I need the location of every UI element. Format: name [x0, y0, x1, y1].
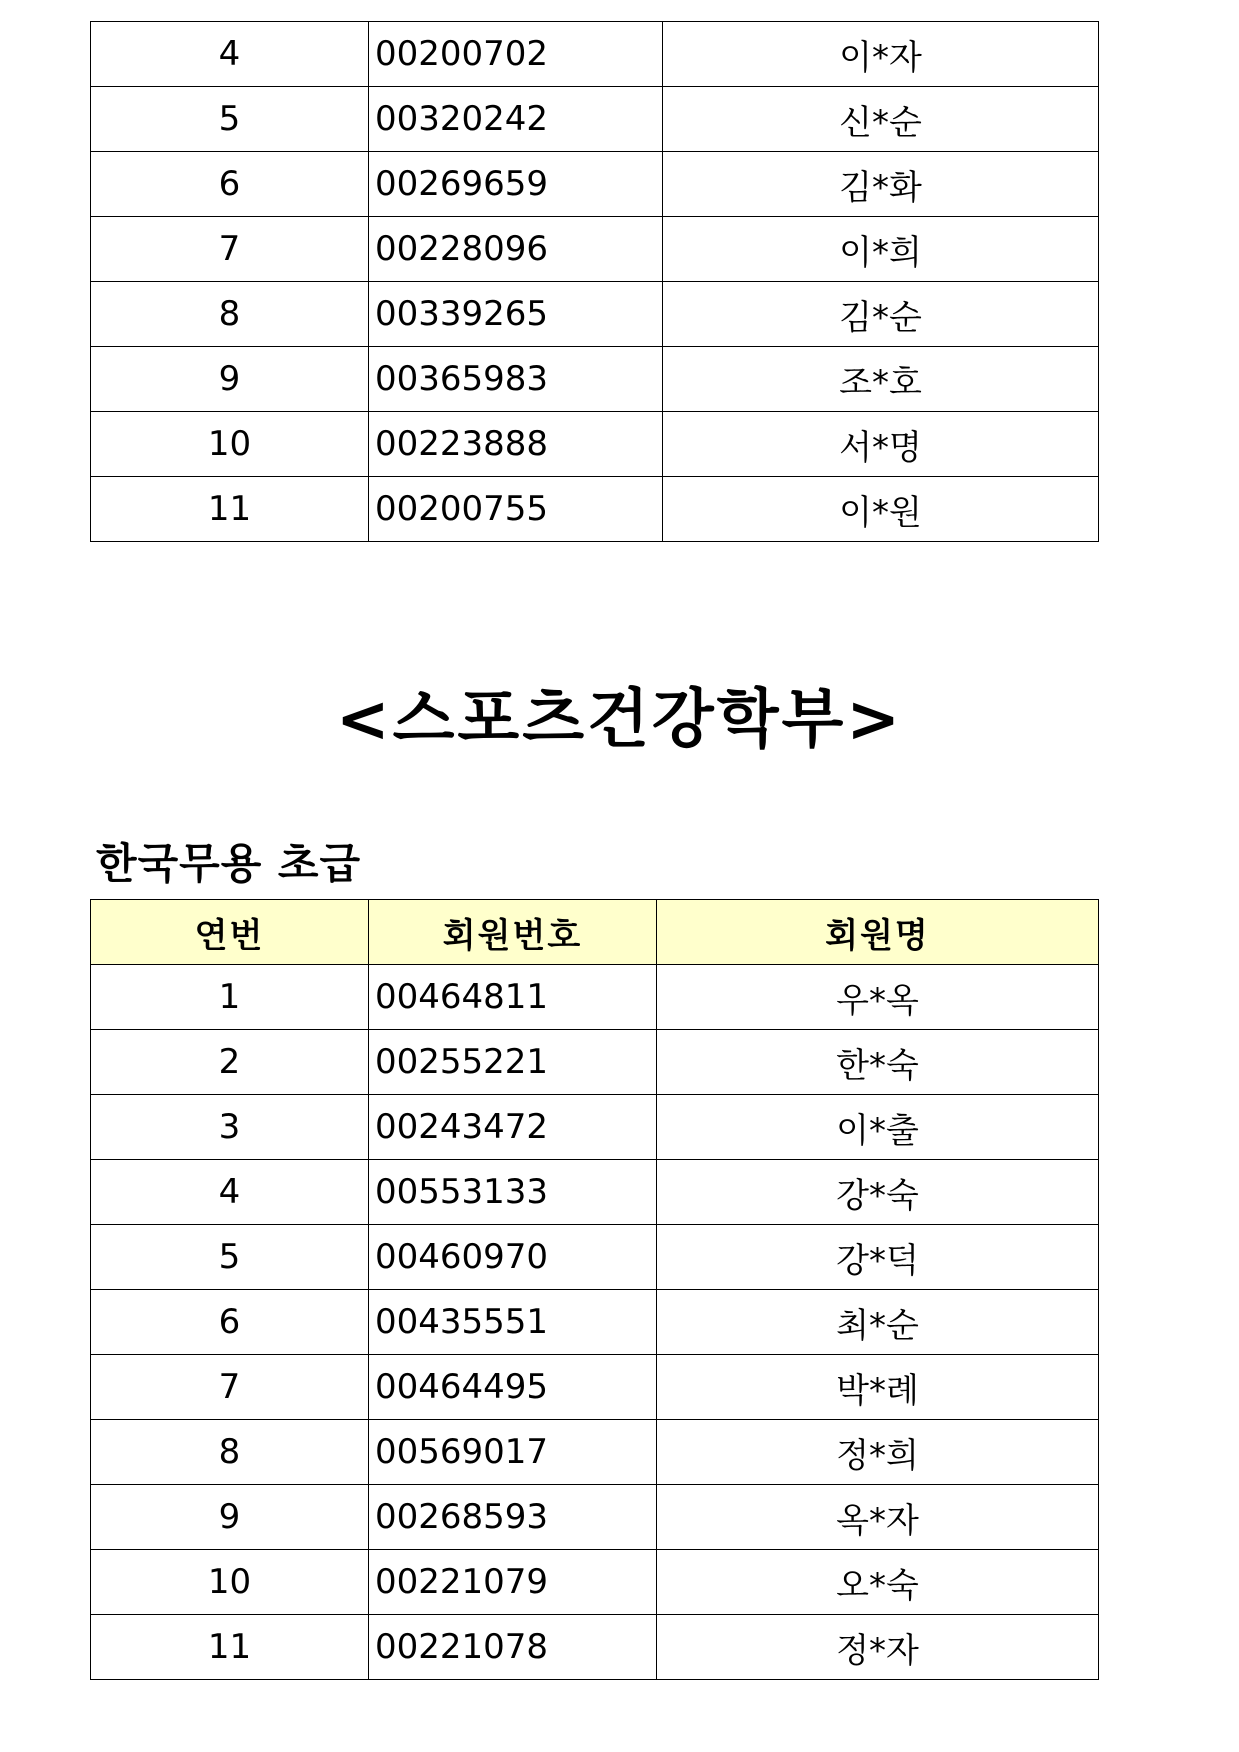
- member-name: 우*옥: [657, 965, 1099, 1030]
- row-number: 8: [91, 282, 369, 347]
- member-id: 00435551: [369, 1290, 657, 1355]
- member-id: 00460970: [369, 1225, 657, 1290]
- member-id: 00221079: [369, 1550, 657, 1615]
- table-row: [91, 347, 1099, 412]
- member-id: 00228096: [369, 217, 663, 282]
- member-name: 조*호: [663, 347, 1099, 412]
- member-name: 강*덕: [657, 1225, 1099, 1290]
- member-name: 이*자: [663, 22, 1099, 87]
- member-name: 최*순: [657, 1290, 1099, 1355]
- member-name: 신*순: [663, 87, 1099, 152]
- header-member-name: 회원명: [657, 900, 1099, 965]
- member-id: 00268593: [369, 1485, 657, 1550]
- member-id: 00221078: [369, 1615, 657, 1680]
- member-id: 00464495: [369, 1355, 657, 1420]
- member-name: 이*원: [663, 477, 1099, 542]
- member-id: 00243472: [369, 1095, 657, 1160]
- table-row: [91, 477, 1099, 542]
- row-number: 11: [91, 1615, 369, 1680]
- row-number: 5: [91, 1225, 369, 1290]
- table-row: [91, 1550, 1099, 1615]
- member-name: 김*순: [663, 282, 1099, 347]
- row-number: 4: [91, 1160, 369, 1225]
- table-row: [91, 282, 1099, 347]
- row-number: 7: [91, 1355, 369, 1420]
- table-row: [91, 1290, 1099, 1355]
- member-name: 강*숙: [657, 1160, 1099, 1225]
- member-id: 00464811: [369, 965, 657, 1030]
- row-number: 4: [91, 22, 369, 87]
- table-row: [91, 22, 1099, 87]
- member-id: 00223888: [369, 412, 663, 477]
- table-row: [91, 217, 1099, 282]
- member-name: 옥*자: [657, 1485, 1099, 1550]
- table-row: [91, 1030, 1099, 1095]
- member-table-continued: [90, 21, 1099, 542]
- member-name: 김*화: [663, 152, 1099, 217]
- table-row: [91, 1160, 1099, 1225]
- member-name: 정*자: [657, 1615, 1099, 1680]
- member-id: 00200755: [369, 477, 663, 542]
- table-row: [91, 1420, 1099, 1485]
- row-number: 10: [91, 1550, 369, 1615]
- member-id: 00200702: [369, 22, 663, 87]
- member-id: 00320242: [369, 87, 663, 152]
- member-name: 이*출: [657, 1095, 1099, 1160]
- row-number: 2: [91, 1030, 369, 1095]
- course-member-table: [90, 899, 1099, 1680]
- member-name: 오*숙: [657, 1550, 1099, 1615]
- header-number: 연번: [91, 900, 369, 965]
- row-number: 6: [91, 152, 369, 217]
- row-number: 5: [91, 87, 369, 152]
- row-number: 6: [91, 1290, 369, 1355]
- header-member-id: 회원번호: [369, 900, 657, 965]
- table-row: [91, 965, 1099, 1030]
- row-number: 11: [91, 477, 369, 542]
- row-number: 9: [91, 1485, 369, 1550]
- table-row: [91, 1485, 1099, 1550]
- row-number: 3: [91, 1095, 369, 1160]
- member-id: 00365983: [369, 347, 663, 412]
- row-number: 1: [91, 965, 369, 1030]
- table-row: [91, 1225, 1099, 1290]
- member-id: 00255221: [369, 1030, 657, 1095]
- row-number: 10: [91, 412, 369, 477]
- table-row: [91, 412, 1099, 477]
- member-id: 00269659: [369, 152, 663, 217]
- table-row: [91, 1615, 1099, 1680]
- member-name: 서*명: [663, 412, 1099, 477]
- row-number: 7: [91, 217, 369, 282]
- member-id: 00569017: [369, 1420, 657, 1485]
- table-row: [91, 1095, 1099, 1160]
- member-id: 00339265: [369, 282, 663, 347]
- row-number: 9: [91, 347, 369, 412]
- member-name: 정*희: [657, 1420, 1099, 1485]
- member-name: 박*례: [657, 1355, 1099, 1420]
- section-title: <스포츠건강학부>: [335, 683, 904, 757]
- course-title: 한국무용 초급: [96, 839, 362, 888]
- member-name: 한*숙: [657, 1030, 1099, 1095]
- row-number: 8: [91, 1420, 369, 1485]
- member-id: 00553133: [369, 1160, 657, 1225]
- table-row: [91, 152, 1099, 217]
- member-name: 이*희: [663, 217, 1099, 282]
- table-row: [91, 87, 1099, 152]
- table-header-row: [91, 900, 1099, 965]
- table-row: [91, 1355, 1099, 1420]
